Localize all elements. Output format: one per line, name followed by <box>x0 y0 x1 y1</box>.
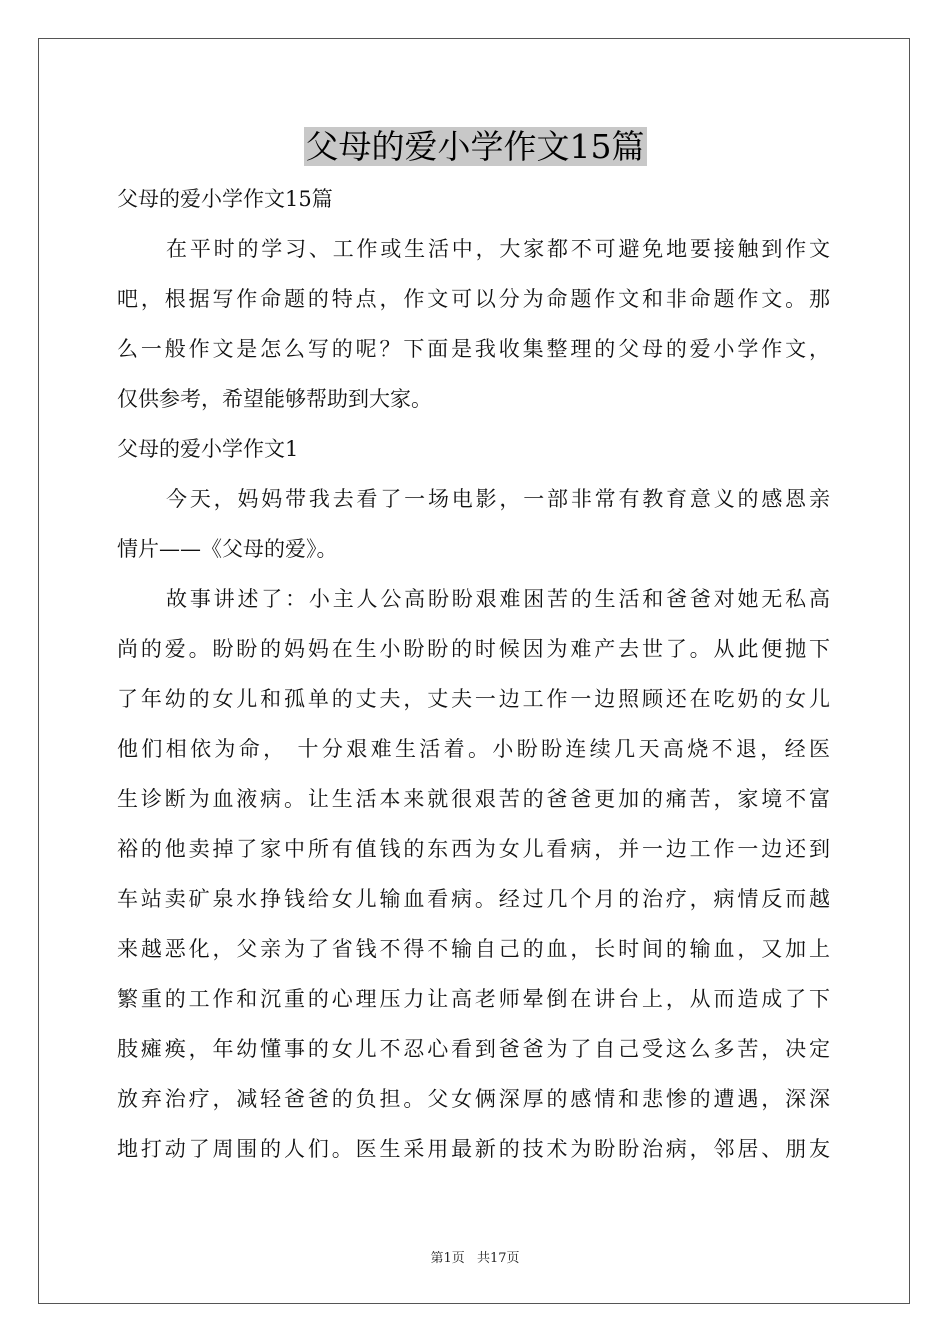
page-footer <box>0 1247 950 1266</box>
paragraph-line: 故事讲述了：小主人公高盼盼艰难困苦的生活和爸爸对她无私高 <box>166 587 830 611</box>
paragraph-line: 放弃治疗，减轻爸爸的负担。父女俩深厚的感情和悲惨的遭遇，深深 <box>117 1087 830 1111</box>
paragraph-line: 吧，根据写作命题的特点，作文可以分为命题作文和非命题作文。那 <box>117 287 830 311</box>
title-text: 父母的爱小学作文15篇 <box>305 127 645 166</box>
paragraph-line: 车站卖矿泉水挣钱给女儿输血看病。经过几个月的治疗，病情反而越 <box>117 887 830 911</box>
page-total: 共17页 <box>476 1251 520 1266</box>
paragraph-line: 了年幼的女儿和孤单的丈夫，丈夫一边工作一边照顾还在吃奶的女儿 <box>117 687 830 711</box>
paragraph-line: 情片——《父母的爱》。 <box>117 537 338 561</box>
paragraph-line: 生诊断为血液病。让生活本来就很艰苦的爸爸更加的痛苦，家境不富 <box>117 787 830 811</box>
paragraph-line: 么一般作文是怎么写的呢？下面是我收集整理的父母的爱小学作文， <box>117 337 830 361</box>
page-number: 第1页 <box>430 1251 465 1266</box>
page-border <box>38 38 910 1304</box>
paragraph-line: 在平时的学习、工作或生活中，大家都不可避免地要接触到作文 <box>166 237 830 261</box>
paragraph-line: 繁重的工作和沉重的心理压力让高老师晕倒在讲台上，从而造成了下 <box>117 987 830 1011</box>
paragraph-line: 今天，妈妈带我去看了一场电影，一部非常有教育意义的感恩亲 <box>166 487 830 511</box>
paragraph-line: 尚的爱。盼盼的妈妈在生小盼盼的时候因为难产去世了。从此便抛下 <box>117 637 830 661</box>
paragraph-line: 肢瘫痪，年幼懂事的女儿不忍心看到爸爸为了自己受这么多苦，决定 <box>117 1037 830 1061</box>
paragraph-line: 地打动了周围的人们。医生采用最新的技术为盼盼治病，邻居、朋友 <box>117 1137 830 1161</box>
document-title <box>0 124 950 170</box>
paragraph-line: 仅供参考，希望能够帮助到大家。 <box>117 387 432 411</box>
section-heading: 父母的爱小学作文1 <box>117 437 299 461</box>
paragraph-line: 裕的他卖掉了家中所有值钱的东西为女儿看病，并一边工作一边还到 <box>117 837 830 861</box>
paragraph-line: 他们相依为命， 十分艰难生活着。小盼盼连续几天高烧不退，经医 <box>117 737 830 761</box>
paragraph-line: 来越恶化，父亲为了省钱不得不输自己的血，长时间的输血，又加上 <box>117 937 830 961</box>
subtitle-line: 父母的爱小学作文15篇 <box>117 187 333 211</box>
